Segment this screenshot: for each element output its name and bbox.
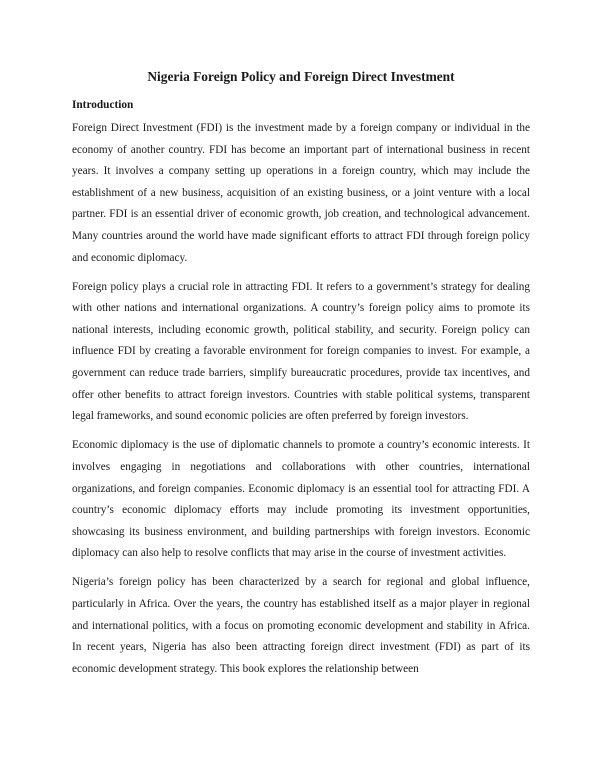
paragraph-2: Foreign policy plays a crucial role in attracting FDI. It refers to a government’s strategy for dealing with other nations and international organizations. A country’s foreign policy aims to promote its national interests, including economic growth, political stability, and security. Foreign policy can influence FDI by creating a favorable environment for foreign companies to invest. For example, a government can reduce trade barriers, simplify bureaucratic procedures, provide tax incentives, and offer other benefits to attract foreign investors. Countries with stable political systems, transparent legal frameworks, and sound economic policies are often preferred by foreign investors. [72, 280, 530, 423]
paragraph-4: Nigeria’s foreign policy has been characterized by a search for regional and global influence, particularly in Africa. Over the years, the country has established itself as a major player in regional and international politics, with a focus on promoting economic development and stability in Africa. In recent years, Nigeria has also been attracting foreign direct investment (FDI) as part of its economic development strategy. This book explores the relationship between [72, 576, 530, 675]
paragraph-3: Economic diplomacy is the use of diplomatic channels to promote a country’s economic interests. It involves engaging in negotiations and collaborations with other countries, international organizations, and foreign companies. Economic diplomacy is an essential tool for attracting FDI. A country’s economic diplomacy efforts may include promoting its investment opportunities, showcasing its business environment, and building partnerships with foreign investors. Economic diplomacy can also help to resolve conflicts that may arise in the course of investment activities. [72, 439, 530, 560]
paragraph-1: Foreign Direct Investment (FDI) is the investment made by a foreign company or individual in the economy of another country. FDI has become an important part of international business in recent years. It involves a company setting up operations in a foreign country, which may include the establishment of a new business, acquisition of an existing business, or a joint venture with a local partner. FDI is an essential driver of economic growth, job creation, and technological advancement. Many countries around the world have made significant efforts to attract FDI through foreign policy and economic diplomacy. [72, 122, 530, 264]
section-heading: Introduction [72, 99, 134, 111]
document-title: Nigeria Foreign Policy and Foreign Direct Investment [147, 69, 455, 84]
document-page [72, 68, 530, 688]
